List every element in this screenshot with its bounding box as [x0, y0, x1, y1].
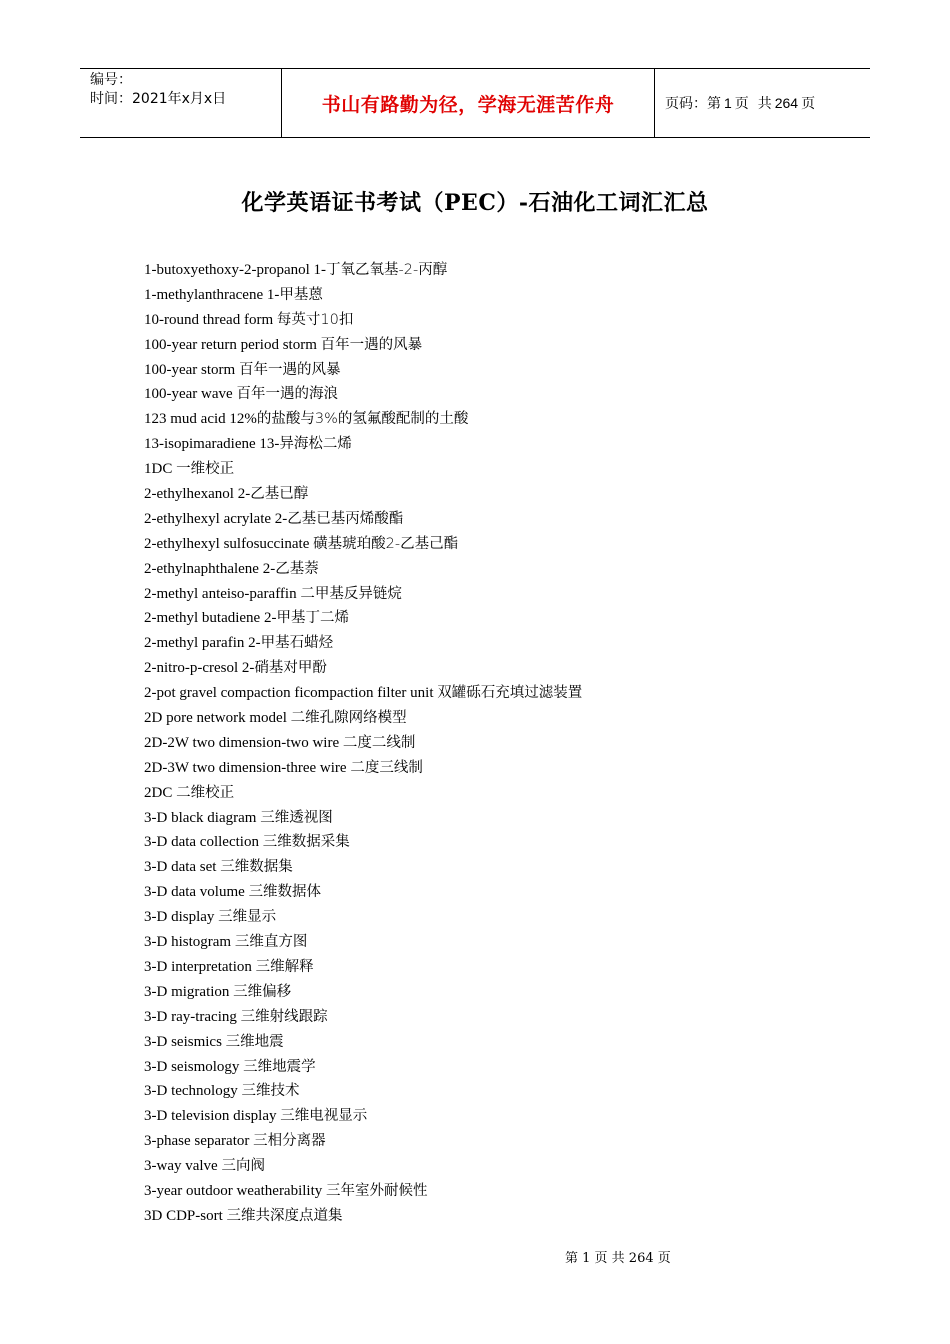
entry-chinese: 甲基蒽 [279, 286, 323, 303]
entry-english: 1-methylanthracene 1- [144, 286, 280, 303]
vocabulary-entry [144, 1104, 582, 1129]
entry-chinese: 乙基已醇 [250, 486, 309, 503]
entry-english: 1DC [144, 461, 177, 478]
vocabulary-entry [144, 258, 582, 283]
vocabulary-entry [144, 1129, 582, 1154]
entry-english: 123 mud acid 12% [144, 411, 257, 428]
entry-chinese: 三相分离器 [253, 1133, 326, 1150]
entry-chinese: 磺基琥珀酸2-乙基己酯 [313, 535, 459, 552]
entry-english: 2-pot gravel compaction ficompaction filter unit [144, 685, 438, 702]
entry-chinese: 二维校正 [176, 784, 235, 801]
entry-chinese: 三维数据体 [248, 884, 322, 901]
entry-english: 3-D data volume [144, 884, 249, 901]
entry-chinese: 三维电视显示 [280, 1108, 368, 1125]
entry-english: 2-methyl parafin 2- [144, 635, 261, 652]
entry-chinese: 二度二线制 [342, 734, 416, 751]
entry-english: 2D-3W two dimension-three wire [144, 759, 351, 776]
vocabulary-entry [144, 905, 582, 930]
vocabulary-entry [144, 681, 582, 706]
entry-chinese: 三维地震 [225, 1033, 284, 1050]
vocabulary-entry [144, 1055, 582, 1080]
document-title: 化学英语证书考试（PEC）-石油化工词汇汇总 [241, 190, 709, 216]
entry-english: 3-D seismology [144, 1058, 244, 1075]
entry-chinese: 三维偏移 [233, 983, 292, 1000]
vocabulary-entry [144, 283, 582, 308]
entry-english: 2-ethylnaphthalene 2- [144, 560, 276, 577]
entry-chinese: 一维校正 [176, 461, 235, 478]
entry-chinese: 三年室外耐候性 [326, 1182, 428, 1199]
entry-chinese: 丁氧乙氧基-2-丙醇 [326, 262, 448, 278]
page-label: 页码：第 [665, 96, 721, 112]
vocabulary-entry [144, 1030, 582, 1055]
entry-english: 3-D display [144, 909, 219, 926]
entry-chinese: 异海松二烯 [279, 436, 352, 453]
entry-english: 3D CDP-sort [144, 1207, 227, 1224]
entry-english: 3-phase separator [144, 1133, 254, 1150]
page-footer: 第 1 页 共 264 页 [565, 1251, 671, 1266]
entry-chinese: 二维孔隙网络模型 [290, 710, 407, 727]
entry-english: 3-D histogram [144, 934, 235, 951]
entry-chinese: 三维直方图 [234, 934, 308, 951]
entry-english: 2DC [144, 784, 177, 801]
entry-english: 100-year return period storm [144, 336, 321, 353]
entry-english: 100-year wave [144, 386, 237, 403]
entry-chinese: 甲基石蜡烃 [260, 635, 334, 652]
entry-chinese: 三维地震学 [243, 1058, 316, 1075]
entry-english: 2-ethylhexyl sulfosuccinate [144, 535, 314, 552]
vocabulary-entry [144, 1179, 582, 1204]
entry-chinese: 百年一遇的风暴 [320, 336, 423, 353]
vocabulary-entry [144, 756, 582, 781]
page-end: 页 [801, 96, 816, 112]
vocabulary-entry [144, 731, 582, 756]
entry-english: 3-way valve [144, 1158, 222, 1175]
entry-english: 3-D seismics [144, 1033, 226, 1050]
vocabulary-entry [144, 1204, 582, 1229]
entry-chinese: 百年一遇的风暴 [238, 361, 341, 378]
vocabulary-entry [144, 507, 582, 532]
entry-chinese: 三维共深度点道集 [226, 1207, 343, 1224]
vocabulary-entry [144, 930, 582, 955]
entry-english: 3-D technology [144, 1083, 242, 1100]
entry-chinese: 三向阀 [221, 1158, 265, 1175]
entry-chinese: 三维技术 [241, 1083, 300, 1100]
entry-chinese: 三维数据采集 [262, 834, 350, 851]
entry-english: 2-nitro-p-cresol 2- [144, 660, 255, 677]
vocabulary-entry [144, 482, 582, 507]
entry-chinese: 二甲基反异链烷 [300, 585, 402, 602]
entry-english: 3-D black diagram [144, 809, 261, 826]
entry-english: 2D-2W two dimension-two wire [144, 734, 343, 751]
code-label: 编号： [90, 72, 132, 88]
entry-english: 2-ethylhexanol 2- [144, 486, 251, 503]
vocabulary-entry [144, 631, 582, 656]
vocabulary-entry [144, 457, 582, 482]
time-label: 时间：2021年x月x日 [90, 91, 227, 107]
page-mid: 页 共 [734, 96, 772, 112]
vocabulary-entry [144, 855, 582, 880]
page-total: 264 [774, 95, 799, 111]
entry-chinese: 二度三线制 [350, 759, 423, 776]
entry-english: 2-methyl anteiso-paraffin [144, 585, 301, 602]
page-number: 1 [724, 95, 732, 111]
entry-english: 2D pore network model [144, 710, 291, 727]
vocabulary-list [144, 258, 582, 1229]
entry-chinese: 三维解释 [255, 958, 314, 975]
vocabulary-entry [144, 1154, 582, 1179]
entry-english: 3-D television display [144, 1108, 281, 1125]
header-page-info [655, 69, 870, 137]
entry-english: 2-ethylhexyl acrylate 2- [144, 510, 288, 527]
header-info [80, 69, 282, 137]
entry-chinese: 硝基对甲酚 [254, 660, 327, 677]
vocabulary-entry [144, 880, 582, 905]
entry-chinese: 的盐酸与3%的氢氟酸配制的土酸 [256, 411, 469, 428]
vocabulary-entry [144, 706, 582, 731]
vocabulary-entry [144, 532, 582, 557]
vocabulary-entry [144, 606, 582, 631]
entry-english: 3-D interpretation [144, 958, 256, 975]
vocabulary-entry [144, 980, 582, 1005]
vocabulary-entry [144, 830, 582, 855]
entry-english: 1-butoxyethoxy-2-propanol 1- [144, 262, 327, 278]
entry-chinese: 三维透视图 [260, 809, 333, 826]
entry-chinese: 甲基丁二烯 [276, 610, 349, 627]
entry-english: 10-round thread form [144, 311, 277, 328]
entry-chinese: 双罐砾石充填过滤装置 [437, 685, 583, 702]
entry-chinese: 每英寸10扣 [276, 311, 354, 328]
vocabulary-entry [144, 333, 582, 358]
vocabulary-entry [144, 432, 582, 457]
vocabulary-entry [144, 806, 582, 831]
entry-english: 3-D data collection [144, 834, 263, 851]
header-motto: 书山有路勤为径，学海无涯苦作舟 [282, 69, 655, 137]
vocabulary-entry [144, 1005, 582, 1030]
vocabulary-entry [144, 955, 582, 980]
vocabulary-entry [144, 1079, 582, 1104]
entry-chinese: 乙基已基丙烯酸酯 [287, 510, 404, 527]
entry-english: 2-methyl butadiene 2- [144, 610, 277, 627]
entry-english: 100-year storm [144, 361, 239, 378]
entry-english: 3-D migration [144, 983, 234, 1000]
entry-chinese: 百年一遇的海浪 [236, 386, 338, 403]
vocabulary-entry [144, 358, 582, 383]
entry-chinese: 三维射线跟踪 [240, 1008, 328, 1025]
vocabulary-entry [144, 656, 582, 681]
page-header [80, 68, 870, 138]
entry-english: 13-isopimaradiene 13- [144, 436, 280, 453]
entry-chinese: 三维数据集 [220, 859, 293, 876]
entry-chinese: 乙基萘 [275, 560, 319, 577]
vocabulary-entry [144, 382, 582, 407]
vocabulary-entry [144, 308, 582, 333]
entry-english: 3-D data set [144, 859, 221, 876]
vocabulary-entry [144, 407, 582, 432]
entry-chinese: 三维显示 [218, 909, 277, 926]
vocabulary-entry [144, 781, 582, 806]
entry-english: 3-D ray-tracing [144, 1008, 241, 1025]
vocabulary-entry [144, 582, 582, 607]
entry-english: 3-year outdoor weatherability [144, 1182, 327, 1199]
vocabulary-entry [144, 557, 582, 582]
